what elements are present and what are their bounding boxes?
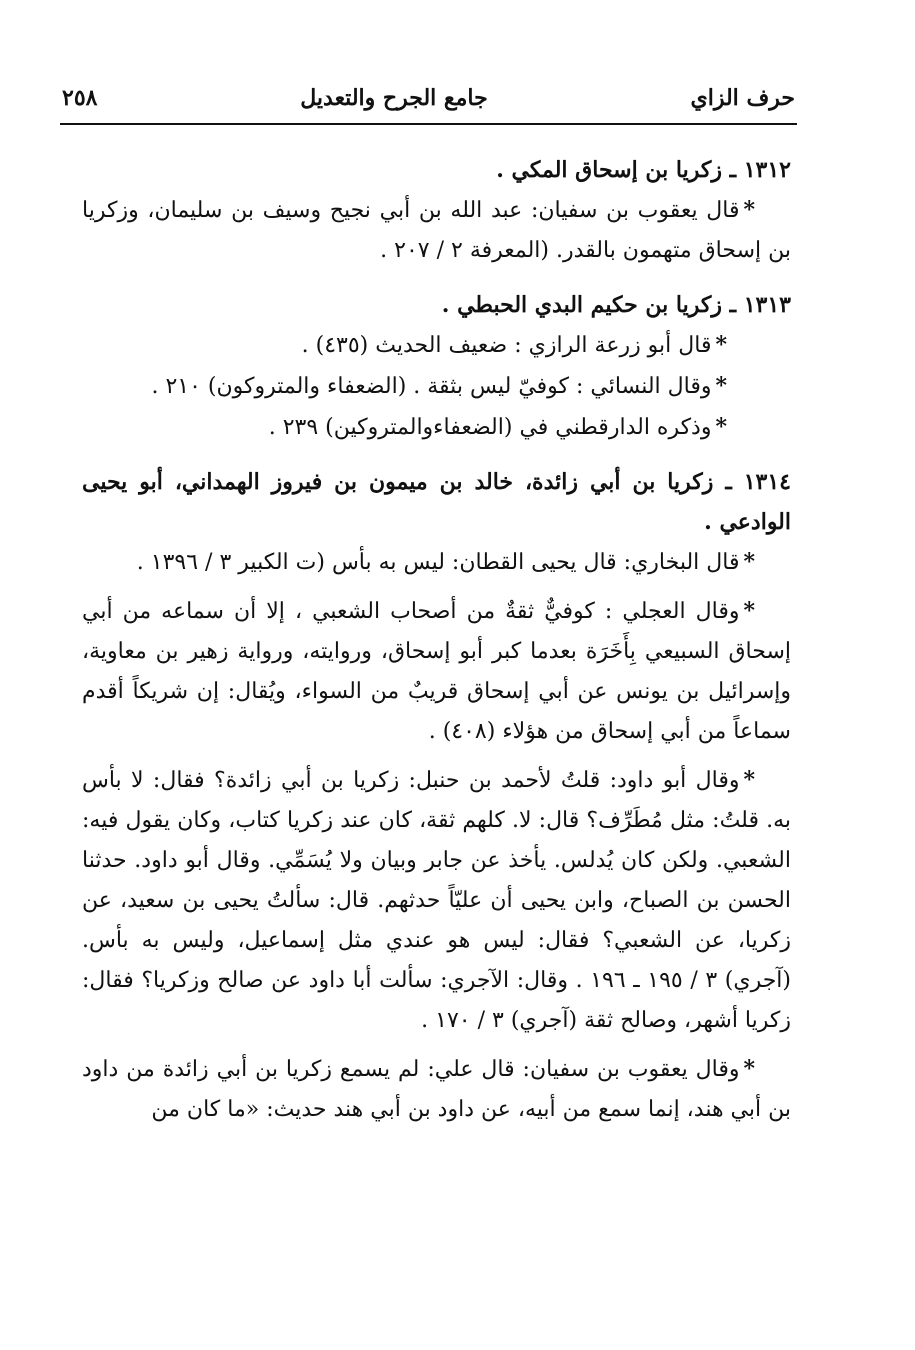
- paragraph-text: وقال يعقوب بن سفيان: قال علي: لم يسمع زكريا بن أبي زائدة من داود بن أبي هند، إنما سمع من أبيه، عن داود بن أبي هند حديث: «ما كان من: [82, 1057, 791, 1122]
- paragraph-text: وقال أبو داود: قلتُ لأحمد بن حنبل: زكريا بن أبي زائدة؟ فقال: لا بأس به. قلتُ: مثل مُطَرِّف؟ قال: لا. كلهم ثقة، كان عند زكريا كتاب، وكان يقول فيه: الشعبي. ولكن كان يُدلس. يأخذ عن جابر وبيان ولا يُسَمِّي. وقال أبو داود. حدثنا الحسن بن الصباح، وابن يحيى أن عليّاً حدثهم. قال: سألتُ يحيى بن سعيد، عن زكريا، عن الشعبي؟ فقال: ليس هو عندي مثل إسماعيل، وليس به بأس. (آجري) ٣ / ١٩٥ ـ ١٩٦ . وقال: الآجري: سألت أبا داود عن صالح وزكريا؟ فقال: زكريا أشهر، وصالح ثقة (آجري) ٣ / ١٧٠ .: [82, 768, 792, 1033]
- paragraph-text: وقال النسائي : كوفيّ ليس بثقة . (الضعفاء والمتروكون) ٢١٠ .: [151, 374, 712, 399]
- page-number: ٢٥٨: [62, 85, 98, 111]
- book-title: جامع الجرح والتعديل: [300, 85, 488, 111]
- entry-paragraph: [82, 366, 791, 407]
- bullet-star: *: [743, 549, 755, 575]
- bullet-star: *: [743, 1056, 755, 1082]
- entry-paragraph: [82, 760, 791, 1041]
- paragraph-text: وقال العجلي : كوفيٌّ ثقةٌ من أصحاب الشعبي ، إلا أن سماعه من أبي إسحاق السبيعي بِأَخَرَة بعدما كبر أبو إسحاق، وروايته، ورواية زهير بن معاوية، وإسرائيل بن يونس عن أبي إسحاق قريبٌ من السواء، ويُقال: إن شريكاً أقدم سماعاً من أبي إسحاق من هؤلاء (٤٠٨) .: [82, 599, 791, 744]
- header-rule: [60, 123, 797, 125]
- entry-paragraph: [82, 591, 791, 752]
- entry-title: ١٣١٤ ـ زكريا بن أبي زائدة، خالد بن ميمون بن فيروز الهمداني، أبو يحيى الوادعي .: [82, 469, 791, 535]
- entry-title: ١٣١٢ ـ زكريا بن إسحاق المكي .: [496, 157, 791, 183]
- paragraph-text: قال أبو زرعة الرازي : ضعيف الحديث (٤٣٥) .: [301, 333, 712, 358]
- entry-title: ١٣١٣ ـ زكريا بن حكيم البدي الحبطي .: [441, 292, 791, 318]
- bullet-star: *: [743, 598, 755, 624]
- entry-paragraph: [82, 190, 791, 271]
- entry-paragraph: [82, 1049, 791, 1130]
- page-header: [62, 78, 795, 118]
- entry-paragraph: [82, 325, 791, 366]
- bullet-star: *: [743, 197, 755, 223]
- bullet-star: *: [715, 373, 727, 399]
- entry-paragraph: [82, 542, 791, 583]
- paragraph-text: قال يعقوب بن سفيان: عبد الله بن أبي نجيح وسيف بن سليمان، وزكريا بن إسحاق متهمون بالقدر. (المعرفة ٢ / ٢٠٧ .: [82, 198, 791, 263]
- paragraph-text: قال البخاري: قال يحيى القطان: ليس به بأس (ت الكبير ٣ / ١٣٩٦ .: [136, 550, 740, 575]
- page-body: [82, 150, 791, 1130]
- paragraph-text: وذكره الدارقطني في (الضعفاءوالمتروكين) ٢٣٩ .: [268, 415, 712, 440]
- bullet-star: *: [743, 767, 755, 793]
- entry-paragraph: [82, 407, 791, 448]
- bullet-star: *: [715, 414, 727, 440]
- bullet-star: *: [715, 332, 727, 358]
- section-name: حرف الزاي: [690, 85, 795, 111]
